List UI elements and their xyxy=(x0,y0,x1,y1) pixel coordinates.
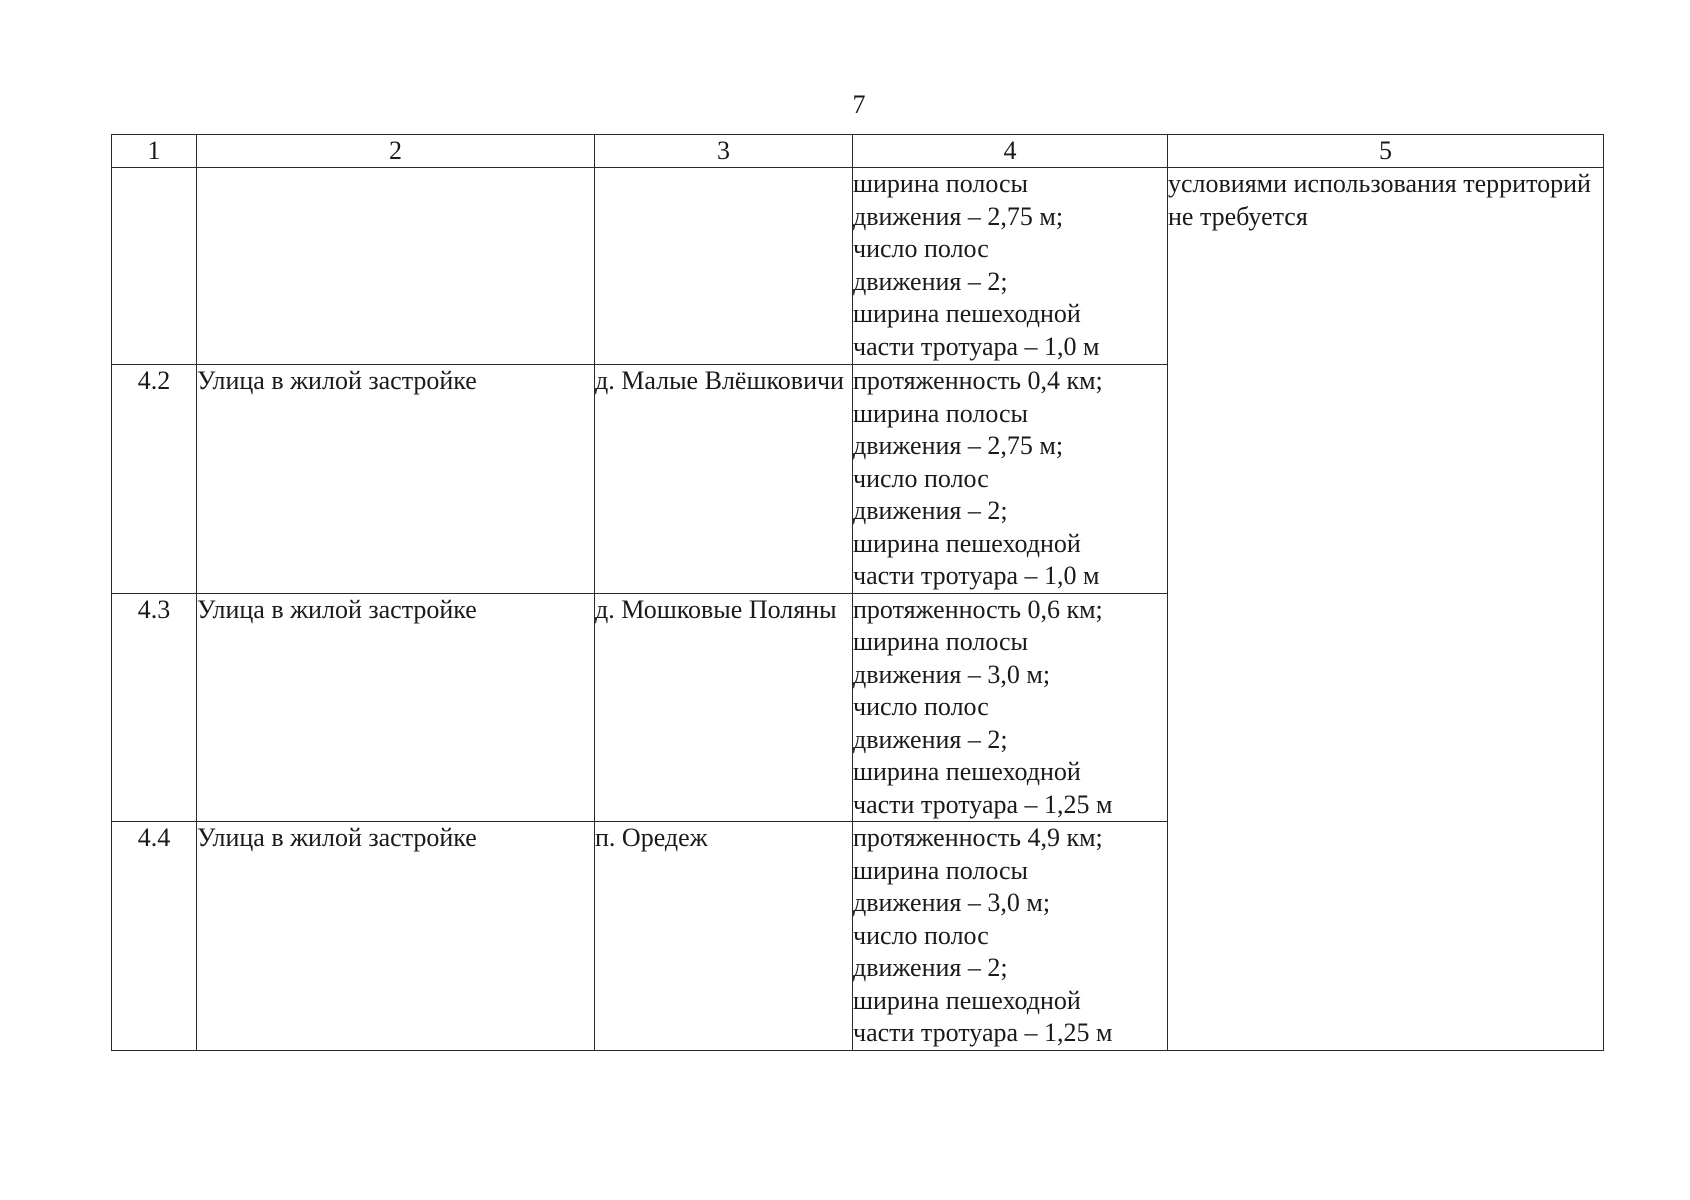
parameter-line: число полос xyxy=(853,920,989,950)
column-header-4: 4 xyxy=(853,135,1168,168)
parameter-line: число полос xyxy=(853,692,989,721)
parameters-cell xyxy=(853,822,1168,1051)
parameter-line: ширина полосы xyxy=(853,855,1029,885)
parameter-line: движения – 2; xyxy=(853,724,1008,754)
parameter-line: протяженность 0,4 км; xyxy=(853,366,1103,395)
column-header-1: 1 xyxy=(112,135,197,168)
parameter-line: ширина полосы xyxy=(853,627,1029,656)
object-name-cell xyxy=(197,168,595,365)
parameter-line: движения – 2; xyxy=(853,953,1008,982)
location-cell: д. Малые Влёшковичи xyxy=(595,365,853,594)
column-header-5: 5 xyxy=(1168,135,1604,168)
parameters-cell xyxy=(853,365,1168,594)
location-cell: п. Оредеж xyxy=(595,822,853,1051)
road-parameters-table xyxy=(111,134,1604,1051)
object-name-cell: Улица в жилой застройке xyxy=(197,822,595,1051)
parameter-line: части тротуара – 1,25 м xyxy=(853,1018,1113,1047)
row-number-cell: 4.3 xyxy=(112,593,197,822)
parameter-line: движения – 3,0 м; xyxy=(853,659,1051,689)
table-row-continuation xyxy=(112,168,1604,365)
parameter-line: движения – 2; xyxy=(853,496,1008,525)
column-header-3: 3 xyxy=(595,135,853,168)
parameter-line: части тротуара – 1,25 м xyxy=(853,789,1113,819)
column-header-2: 2 xyxy=(197,135,595,168)
location-cell xyxy=(595,168,853,365)
row-number-cell xyxy=(112,168,197,365)
parameter-line: движения – 2; xyxy=(853,266,1008,296)
parameter-line: протяженность 4,9 км; xyxy=(853,823,1103,852)
object-name-cell: Улица в жилой застройке xyxy=(197,593,595,822)
parameters-cell xyxy=(853,593,1168,822)
parameter-line: ширина пешеходной xyxy=(853,985,1081,1015)
object-name-cell: Улица в жилой застройке xyxy=(197,365,595,594)
parameter-line: движения – 2,75 м; xyxy=(853,201,1064,231)
parameter-line: ширина пешеходной xyxy=(853,528,1081,558)
location-cell: д. Мошковые Поляны xyxy=(595,593,853,822)
column-number-row xyxy=(112,135,1604,168)
parameter-line: ширина полосы xyxy=(853,169,1029,198)
parameters-cell xyxy=(853,168,1168,365)
parameter-line: протяженность 0,6 км; xyxy=(853,594,1103,624)
parameter-line: ширина полосы xyxy=(853,398,1029,428)
parameter-line: части тротуара – 1,0 м xyxy=(853,561,1100,590)
parameter-line: число полос xyxy=(853,463,989,493)
page-number: 7 xyxy=(852,90,866,119)
parameter-line: части тротуара – 1,0 м xyxy=(853,331,1100,361)
row-number-cell: 4.2 xyxy=(112,365,197,594)
parameter-line: ширина пешеходной xyxy=(853,757,1081,786)
notes-cell: условиями использования территорий не требуется xyxy=(1168,168,1604,1051)
parameter-line: движения – 2,75 м; xyxy=(853,431,1064,460)
parameter-line: число полос xyxy=(853,234,989,263)
row-number-cell: 4.4 xyxy=(112,822,197,1051)
parameter-line: ширина пешеходной xyxy=(853,299,1081,328)
parameter-line: движения – 3,0 м; xyxy=(853,888,1051,917)
